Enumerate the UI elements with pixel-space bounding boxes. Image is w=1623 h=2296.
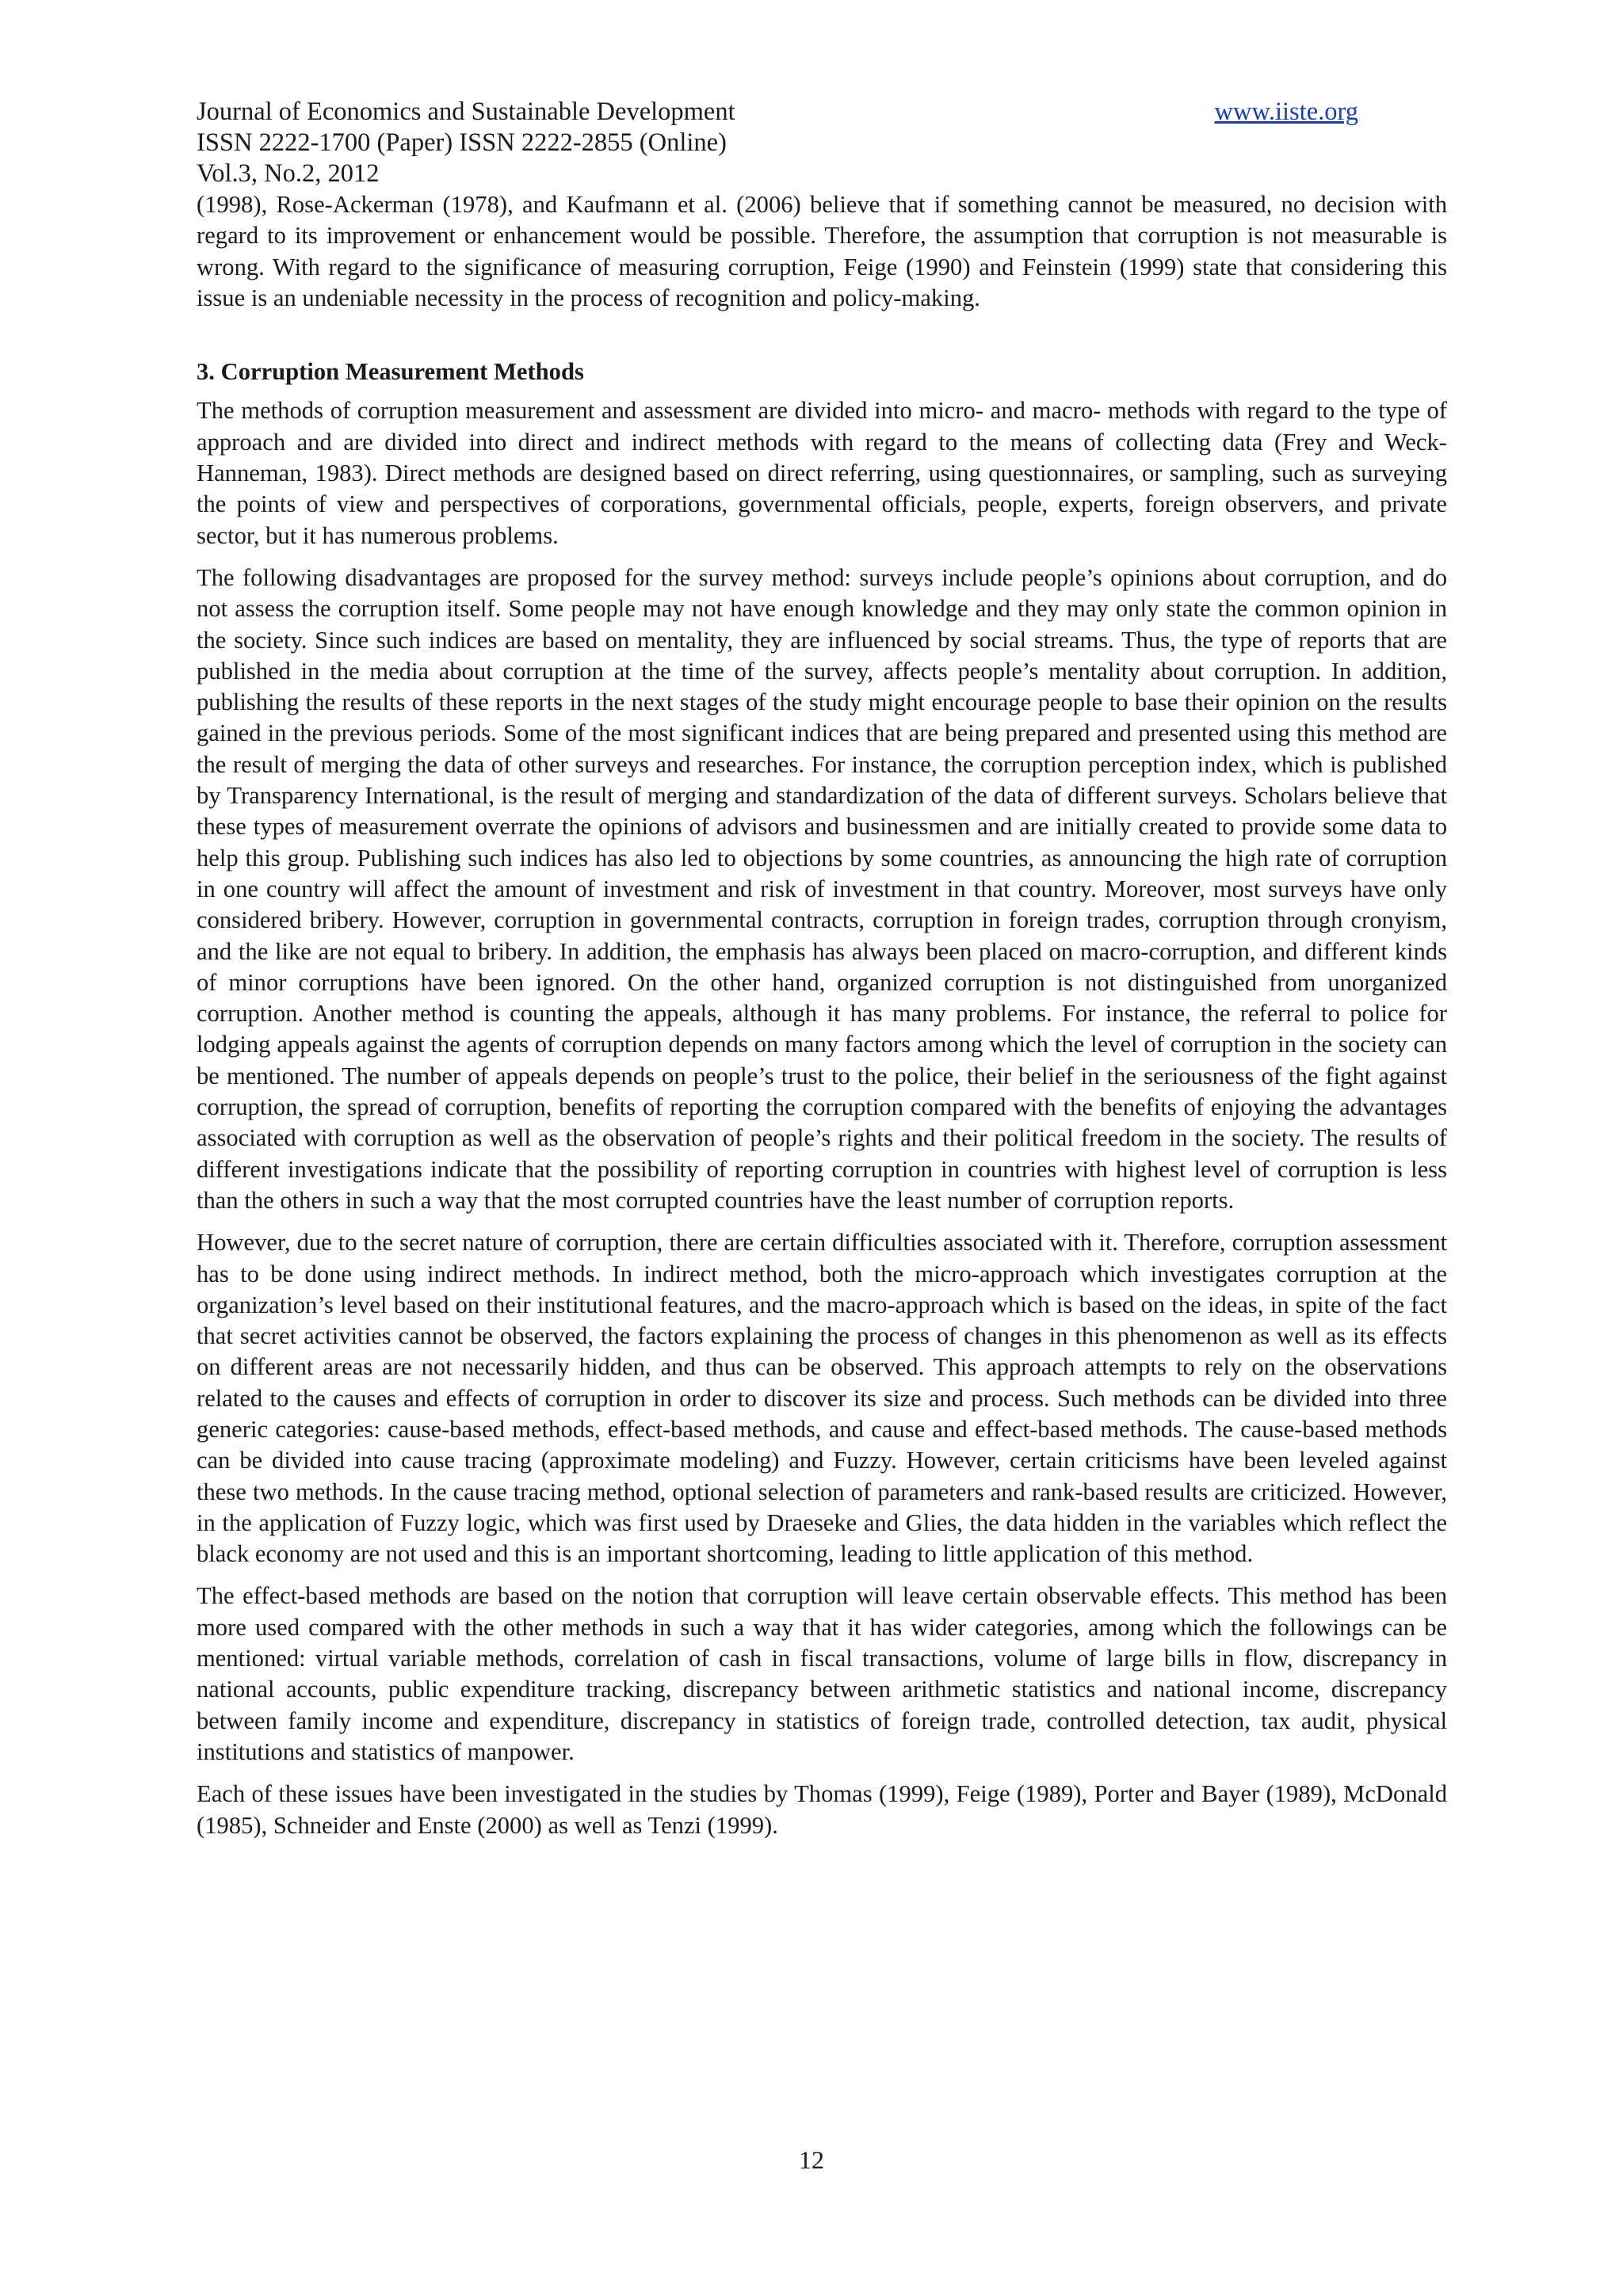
journal-header <box>197 97 1447 189</box>
journal-volume: Vol.3, No.2, 2012 <box>197 159 380 188</box>
page-number: 12 <box>799 2145 824 2174</box>
paragraph-2: The following disadvantages are proposed for the survey method: surveys include people’s opinions about corruption, and do not assess the corruption itself. Some people may not have enough knowledge and they may only state the common opinion in the society. Since such indices are based on mentality, they are influenced by social streams. Thus, the type of reports that are published in the media about corruption at the time of the survey, affects people’s mentality about corruption. In addition, publishing the results of these reports in the next stages of the study might encourage people to base their opinion on the results gained in the previous periods. Some of the most significant indices that are being prepared and presented using this method are the result of merging the data of other surveys and researches. For instance, the corruption perception index, which is published by Transparency International, is the result of merging and standardization of the data of different surveys. Scholars believe that these types of measurement overrate the opinions of advisors and businessmen and are initially created to provide some data to help this group. Publishing such indices has also led to objections by some countries, as announcing the high rate of corruption in one country will affect the amount of investment and risk of investment in that country. Moreover, most surveys have only considered bribery. However, corruption in governmental contracts, corruption in foreign trades, corruption through cronyism, and the like are not equal to bribery. In addition, the emphasis has always been placed on macro-corruption, and different kinds of minor corruptions have been ignored. On the other hand, organized corruption is not distinguished from unorganized corruption. Another method is counting the appeals, although it has many problems. For instance, the referral to police for lodging appeals against the agents of corruption depends on many factors among which the level of corruption in the society can be mentioned. The number of appeals depends on people’s trust to the police, their belief in the seriousness of the fight against corruption, the spread of corruption, benefits of reporting the corruption compared with the benefits of enjoying the advantages associated with corruption as well as the observation of people’s rights and their political freedom in the society. The results of different investigations indicate that the possibility of reporting corruption in countries with highest level of corruption is less than the others in such a way that the most corrupted countries have the least number of corruption reports. <box>197 563 1447 1214</box>
paragraph-5: Each of these issues have been investigated in the studies by Thomas (1999), Feige (1989), Porter and Bayer (1989), McDonald (1985), Schneider and Enste (2000) as well as Tenzi (1999). <box>197 1780 1447 1839</box>
intro-paragraph: (1998), Rose-Ackerman (1978), and Kaufmann et al. (2006) believe that if something cannot be measured, no decision with regard to its improvement or enhancement would be possible. Therefore, the assumption that corruption is not measurable is wrong. With regard to the significance of measuring corruption, Feige (1990) and Feinstein (1999) state that considering this issue is an undeniable necessity in the process of recognition and policy-making. <box>197 191 1447 311</box>
paragraph-4: The effect-based methods are based on the notion that corruption will leave certain observable effects. This method has been more used compared with the other methods in such a way that it has wider categories, among which the followings can be mentioned: virtual variable methods, correlation of cash in fiscal transactions, volume of large bills in flow, discrepancy in national accounts, public expenditure tracking, discrepancy between arithmetic statistics and national income, discrepancy between family income and expenditure, discrepancy in statistics of foreign trade, controlled detection, tax audit, physical institutions and statistics of manpower. <box>197 1582 1447 1765</box>
journal-website-link[interactable]: www.iiste.org <box>1214 97 1358 126</box>
page-content <box>197 97 1447 1852</box>
journal-issn: ISSN 2222-1700 (Paper) ISSN 2222-2855 (Online) <box>197 128 727 157</box>
article-body <box>197 189 1447 1841</box>
paragraph-3: However, due to the secret nature of corruption, there are certain difficulties associated with it. Therefore, corruption assessment has to be done using indirect methods. In indirect method, both the micro-approach which investigates corruption at the organization’s level based on their institutional features, and the macro-approach which is based on the ideas, in spite of the fact that secret activities cannot be observed, the factors explaining the process of changes in this phenomenon as well as its effects on different areas are not necessarily hidden, and thus can be observed. This approach attempts to rely on the observations related to the causes and effects of corruption in order to discover its size and process. Such methods can be divided into three generic categories: cause-based methods, effect-based methods, and cause and effect-based methods. The cause-based methods can be divided into cause tracing (approximate modeling) and Fuzzy. However, certain criticisms have been leveled against these two methods. In the cause tracing method, optional selection of parameters and rank-based results are criticized. However, in the application of Fuzzy logic, which was first used by Draeseke and Glies, the data hidden in the variables which reflect the black economy are not used and this is an important shortcoming, leading to little application of this method. <box>197 1229 1447 1568</box>
paragraph-1: The methods of corruption measurement and assessment are divided into micro- and macro- methods with regard to the type of approach and are divided into direct and indirect methods with regard to the means of collecting data (Frey and Weck-Hanneman, 1983). Direct methods are designed based on direct referring, using questionnaires, or sampling, such as surveying the points of view and perspectives of corporations, governmental officials, people, experts, foreign observers, and private sector, but it has numerous problems. <box>197 397 1447 549</box>
section-heading: 3. Corruption Measurement Methods <box>197 358 584 386</box>
journal-title: Journal of Economics and Sustainable Development <box>197 97 735 126</box>
